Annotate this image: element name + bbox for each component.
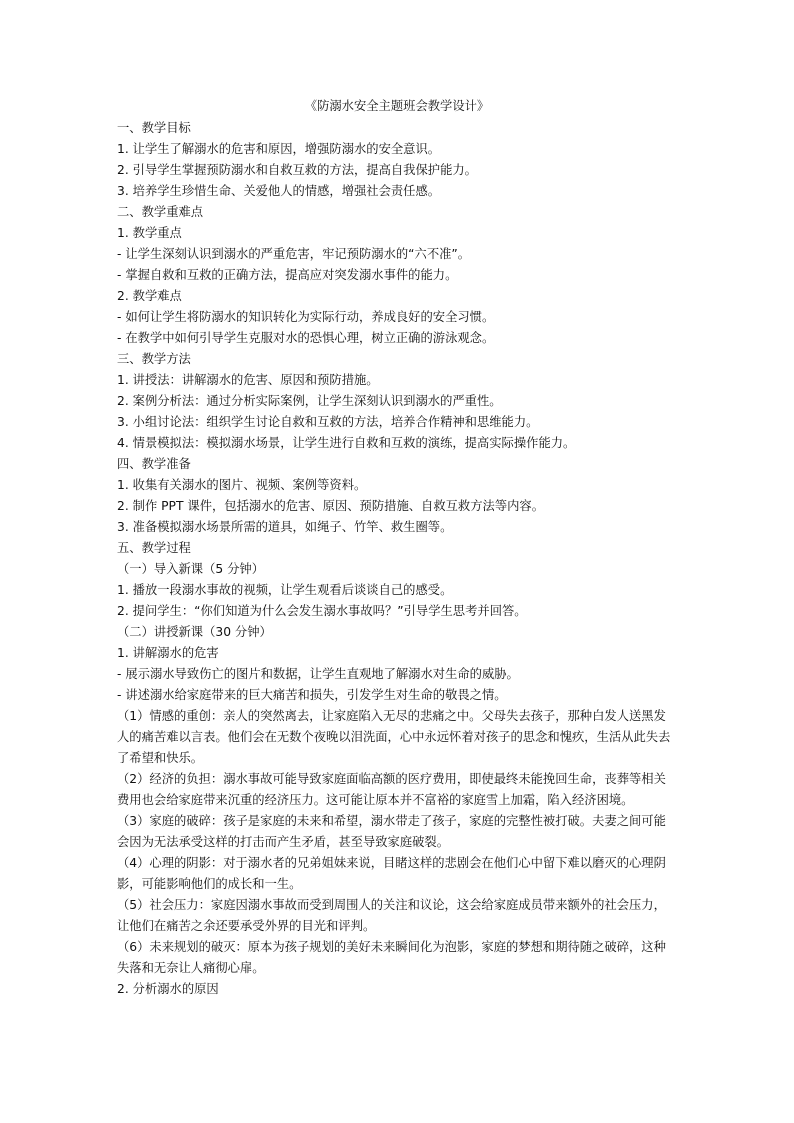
key-point-item: - 让学生深刻认识到溺水的严重危害，牢记预防溺水的“六不准”。 bbox=[117, 247, 471, 261]
section-heading: 三、教学方法 bbox=[117, 352, 191, 366]
section-heading: 二、教学重难点 bbox=[117, 205, 204, 219]
subsection-heading: 1. 讲解溺水的危害 bbox=[117, 646, 219, 660]
impact-paragraph: （4）心理的阴影：对于溺水者的兄弟姐妹来说，目睹这样的悲剧会在他们心中留下难以磨灭的心理阴影，可能影响他们的成长和一生。 bbox=[117, 856, 666, 891]
impact-paragraph: （5）社会压力：家庭因溺水事故而受到周围人的关注和议论，这会给家庭成员带来额外的社会压力，让他们在痛苦之余还要承受外界的目光和评判。 bbox=[117, 898, 666, 933]
impact-paragraph: （2）经济的负担：溺水事故可能导致家庭面临高额的医疗费用，即使最终未能挽回生命，丧葬等相关费用也会给家庭带来沉重的经济压力。这可能让原本并不富裕的家庭雪上加霜，陷入经济困境。 bbox=[117, 772, 666, 807]
preparation-item: 2. 制作 PPT 课件，包括溺水的危害、原因、预防措施、自救互救方法等内容。 bbox=[117, 499, 545, 513]
section-heading: 一、教学目标 bbox=[117, 121, 191, 135]
objective-item: 2. 引导学生掌握预防溺水和自救互救的方法，提高自我保护能力。 bbox=[117, 163, 477, 177]
difficulty-item: - 在教学中如何引导学生克服对水的恐惧心理，树立正确的游泳观念。 bbox=[117, 331, 495, 345]
section-heading: 四、教学准备 bbox=[117, 457, 191, 471]
preparation-item: 1. 收集有关溺水的图片、视频、案例等资料。 bbox=[117, 478, 367, 492]
phase-heading: （二）讲授新课（30 分钟） bbox=[117, 625, 272, 639]
process-item: - 展示溺水导致伤亡的图片和数据，让学生直观地了解溺水对生命的威胁。 bbox=[117, 667, 519, 681]
impact-paragraph: （3）家庭的破碎：孩子是家庭的未来和希望，溺水带走了孩子，家庭的完整性被打破。夫妻之间可能会因为无法承受这样的打击而产生矛盾，甚至导致家庭破裂。 bbox=[117, 814, 666, 849]
impact-paragraph: （6）未来规划的破灭：原本为孩子规划的美好未来瞬间化为泡影，家庭的梦想和期待随之破碎，这种失落和无奈让人痛彻心扉。 bbox=[117, 940, 666, 975]
process-item: 1. 播放一段溺水事故的视频，让学生观看后谈谈自己的感受。 bbox=[117, 583, 453, 597]
impact-paragraph: （1）情感的重创：亲人的突然离去，让家庭陷入无尽的悲痛之中。父母失去孩子，那种白发人送黑发人的痛苦难以言表。他们会在无数个夜晚以泪洗面，心中永远怀着对孩子的思念和愧疚，生活从此失去了希望和快乐。 bbox=[117, 709, 671, 765]
section-heading: 五、教学过程 bbox=[117, 541, 191, 555]
subsection-heading: 2. 分析溺水的原因 bbox=[117, 982, 219, 996]
process-item: 2. 提问学生：“你们知道为什么会发生溺水事故吗？”引导学生思考并回答。 bbox=[117, 604, 527, 618]
method-item: 2. 案例分析法：通过分析实际案例，让学生深刻认识到溺水的严重性。 bbox=[117, 394, 502, 408]
process-item: - 讲述溺水给家庭带来的巨大痛苦和损失，引发学生对生命的敬畏之情。 bbox=[117, 688, 507, 702]
method-item: 1. 讲授法：讲解溺水的危害、原因和预防措施。 bbox=[117, 373, 379, 387]
objective-item: 3. 培养学生珍惜生命、关爱他人的情感，增强社会责任感。 bbox=[117, 184, 441, 198]
preparation-item: 3. 准备模拟溺水场景所需的道具，如绳子、竹竿、救生圈等。 bbox=[117, 520, 453, 534]
objective-item: 1. 让学生了解溺水的危害和原因，增强防溺水的安全意识。 bbox=[117, 142, 441, 156]
method-item: 4. 情景模拟法：模拟溺水场景，让学生进行自救和互救的演练，提高实际操作能力。 bbox=[117, 436, 576, 450]
key-point-item: - 掌握自救和互救的正确方法，提高应对突发溺水事件的能力。 bbox=[117, 268, 458, 282]
document-title: 《防溺水安全主题班会教学设计》 bbox=[304, 99, 490, 113]
phase-heading: （一）导入新课（5 分钟） bbox=[117, 562, 264, 576]
subsection-heading: 1. 教学重点 bbox=[117, 226, 182, 240]
method-item: 3. 小组讨论法：组织学生讨论自救和互救的方法，培养合作精神和思维能力。 bbox=[117, 415, 539, 429]
subsection-heading: 2. 教学难点 bbox=[117, 289, 182, 303]
difficulty-item: - 如何让学生将防溺水的知识转化为实际行动，养成良好的安全习惯。 bbox=[117, 310, 495, 324]
